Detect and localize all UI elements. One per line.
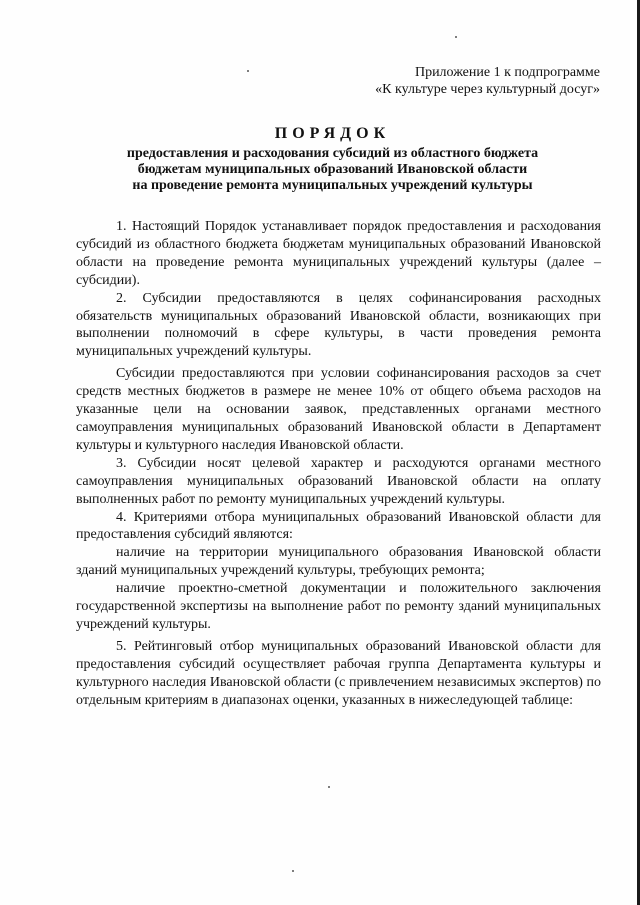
- heading-line-3: на проведение ремонта муниципальных учреждений культуры: [132, 178, 533, 193]
- document-title: ПОРЯДОК: [274, 125, 391, 142]
- paragraph-4: 4. Критериями отбора муниципальных образований Ивановской области для предоставления субсидий являются:: [76, 509, 601, 543]
- paragraph-2: 2. Субсидии предоставляются в целях софинансирования расходных обязательств муниципальных образований Ивановской области, возникающих при выполнении полномочий в сфере культуры, в части проведения ремонта муниципальных учреждений культуры.: [76, 290, 601, 360]
- annex-line-2: «К культуре через культурный досуг»: [375, 82, 600, 97]
- scan-speck: [292, 870, 294, 872]
- document-body: [76, 218, 601, 709]
- document-heading: [60, 126, 605, 194]
- scan-speck: [455, 36, 457, 38]
- annex-note: [375, 64, 600, 98]
- scan-speck: [328, 786, 330, 788]
- heading-line-2: бюджетам муниципальных образований Ивановской области: [137, 162, 528, 177]
- annex-line-1: Приложение 1 к подпрограмме: [414, 65, 600, 80]
- paragraph-1: 1. Настоящий Порядок устанавливает порядок предоставления и расходования субсидий из областного бюджета бюджетам муниципальных образований Ивановской области на проведение ремонта муниципальных учреждений культуры (далее – субсидии).: [76, 219, 601, 288]
- paragraph-2-cont: Субсидии предоставляются при условии софинансирования расходов за счет средств местных бюджетов в размере не менее 10% от общего объема расходов на указанные цели на основании заявок, представленных органами местного самоуправления муниципальных образований Ивановской области в Департамент культуры и культурного наследия Ивановской области.: [76, 366, 601, 453]
- paragraph-5: 5. Рейтинговый отбор муниципальных образований Ивановской области для предоставления субсидий осуществляет рабочая группа Департамента культуры и культурного наследия Ивановской области (с привлечением независимых экспертов) по отдельным критериям в диапазонах оценки, указанных в нижеследующей таблице:: [76, 638, 601, 708]
- scan-speck: [247, 70, 249, 72]
- heading-line-1: предоставления и расходования субсидий из областного бюджета: [126, 146, 539, 161]
- criterion-2: наличие проектно-сметной документации и положительного заключения государственной экспертизы на выполнение работ по ремонту зданий муниципальных учреждений культуры.: [76, 581, 601, 632]
- paragraph-3: 3. Субсидии носят целевой характер и расходуются органами местного самоуправления муниципальных образований Ивановской области на оплату выполненных работ по ремонту муниципальных учреждений культуры.: [76, 455, 601, 507]
- criterion-1: наличие на территории муниципального образования Ивановской области зданий муниципальных учреждений культуры, требующих ремонта;: [76, 545, 601, 579]
